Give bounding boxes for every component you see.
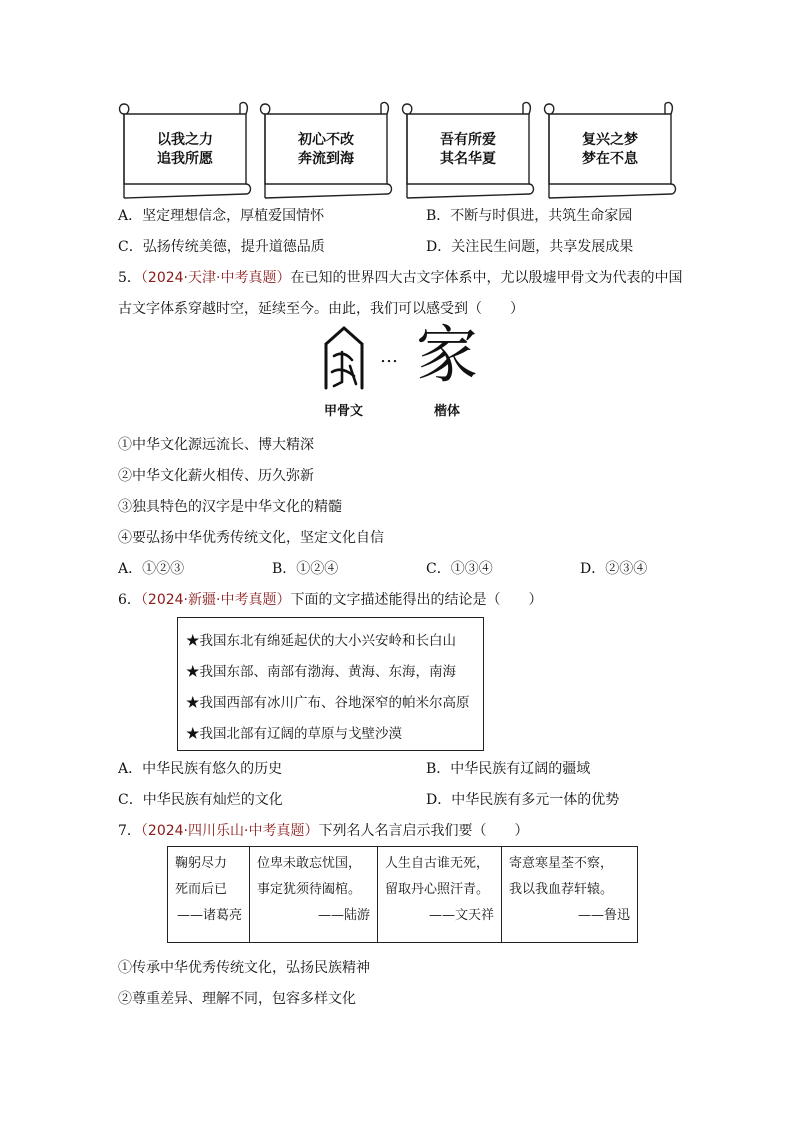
q7-statement-2: ②尊重差异、理解不同，包容多样文化 bbox=[118, 991, 356, 1007]
ellipsis: … bbox=[380, 346, 398, 367]
q6-option-b: B．中华民族有辽阔的疆域 bbox=[426, 761, 591, 777]
quote-cell bbox=[502, 847, 638, 943]
label-regular-script: 楷体 bbox=[434, 404, 461, 419]
q5-statement-3: ③独具特色的汉字是中华文化的精髓 bbox=[118, 499, 342, 515]
q5-option-d: D．②③④ bbox=[580, 561, 648, 577]
question-number: 6． bbox=[118, 592, 141, 608]
quote-line: 事定犹须待阖棺。 bbox=[257, 882, 362, 897]
q5-figure bbox=[318, 318, 488, 420]
q7-quotes-table bbox=[167, 846, 638, 943]
q4-option-c: C．弘扬传统美德，提升道德品质 bbox=[118, 239, 325, 255]
scroll-line: 梦在不息 bbox=[582, 151, 638, 167]
question-source: （2024·四川乐山·中考真题） bbox=[140, 823, 319, 839]
quote-author: ——诸葛亮 bbox=[176, 908, 242, 923]
scroll-line: 以我之力 bbox=[157, 132, 213, 148]
scroll-line: 追我所愿 bbox=[157, 151, 213, 167]
q6-box-item: ★我国东北有绵延起伏的大小兴安岭和长白山 bbox=[186, 633, 456, 649]
q6-text-box bbox=[177, 617, 484, 751]
q6-box-item: ★我国东部、南部有渤海、黄海、东海，南海 bbox=[186, 664, 456, 680]
scroll-text bbox=[267, 131, 385, 169]
q5-option-c: C．①③④ bbox=[426, 561, 493, 577]
question-stem: 下面的文字描述能得出的结论是（ ） bbox=[290, 592, 543, 608]
scroll-line: 吾有所爱 bbox=[440, 132, 496, 148]
q6-option-c: C．中华民族有灿烂的文化 bbox=[118, 792, 283, 808]
q5-stem-line-2: 古文字体系穿越时空，延续至今。由此，我们可以感受到（ ） bbox=[118, 301, 524, 317]
quote-author: ——文天祥 bbox=[428, 908, 494, 923]
q6-option-d: D．中华民族有多元一体的优势 bbox=[426, 792, 620, 808]
q5-statement-4: ④要弘扬中华优秀传统文化，坚定文化自信 bbox=[118, 530, 384, 546]
quote-line: 鞠躬尽力 bbox=[175, 856, 228, 871]
quote-line: 寄意寒星荃不察， bbox=[509, 856, 614, 871]
scroll-line: 初心不改 bbox=[298, 132, 354, 148]
q4-option-a: A．坚定理想信念，厚植爱国情怀 bbox=[118, 208, 325, 224]
question-number: 5． bbox=[118, 270, 141, 286]
question-stem: 下列名人名言启示我们要（ ） bbox=[318, 823, 529, 839]
quote-line: 位卑未敢忘忧国， bbox=[257, 856, 362, 871]
label-oracle-bone: 甲骨文 bbox=[324, 404, 364, 419]
question-stem: 在已知的世界四大古文字体系中，尤以殷墟甲骨文为代表的中国 bbox=[290, 270, 683, 286]
q7-statement-1: ①传承中华优秀传统文化，弘扬民族精神 bbox=[118, 960, 370, 976]
q4-option-d: D．关注民生问题，共享发展成果 bbox=[426, 239, 634, 255]
quote-cell bbox=[250, 847, 378, 943]
scroll-card-4 bbox=[543, 98, 677, 200]
scroll-card-3 bbox=[401, 98, 535, 200]
scroll-card-2 bbox=[259, 98, 393, 200]
q4-option-b: B．不断与时俱进，共筑生命家园 bbox=[426, 208, 633, 224]
scroll-line: 其名华夏 bbox=[440, 151, 496, 167]
question-source: （2024·天津·中考真题） bbox=[140, 270, 291, 286]
quote-cell bbox=[378, 847, 502, 943]
scroll-line: 奔流到海 bbox=[298, 151, 354, 167]
q6-option-a: A．中华民族有悠久的历史 bbox=[118, 761, 283, 777]
scroll-text bbox=[409, 131, 527, 169]
scroll-card-1 bbox=[118, 98, 252, 200]
q6-stem bbox=[118, 591, 542, 609]
quote-line: 人生自古谁无死， bbox=[385, 856, 490, 871]
quote-line: 留取丹心照汗青。 bbox=[385, 882, 490, 897]
regular-script-glyph: 家 bbox=[416, 318, 479, 391]
question-source: （2024·新疆·中考真题） bbox=[140, 592, 291, 608]
quote-cell bbox=[168, 847, 250, 943]
quote-author: ——陆游 bbox=[317, 908, 370, 923]
quote-line: 我以我血荐轩辕。 bbox=[509, 882, 614, 897]
quote-line: 死而后已 bbox=[175, 882, 228, 897]
q6-box-item: ★我国西部有冰川广布、谷地深窄的帕米尔高原 bbox=[186, 695, 470, 711]
scroll-text bbox=[126, 131, 244, 169]
question-number: 7． bbox=[118, 823, 141, 839]
q5-statement-2: ②中华文化薪火相传、历久弥新 bbox=[118, 468, 314, 484]
q6-box-item: ★我国北部有辽阔的草原与戈壁沙漠 bbox=[186, 726, 402, 742]
q5-stem-line-1 bbox=[118, 269, 682, 287]
scroll-text bbox=[551, 131, 669, 169]
oracle-bone-glyph-icon bbox=[320, 326, 368, 392]
q5-option-a: A．①②③ bbox=[118, 561, 185, 577]
q5-statement-1: ①中华文化源远流长、博大精深 bbox=[118, 437, 314, 453]
quote-author: ——鲁迅 bbox=[577, 908, 630, 923]
q5-option-b: B．①②④ bbox=[272, 561, 339, 577]
scroll-line: 复兴之梦 bbox=[582, 132, 638, 148]
q7-stem bbox=[118, 822, 528, 840]
